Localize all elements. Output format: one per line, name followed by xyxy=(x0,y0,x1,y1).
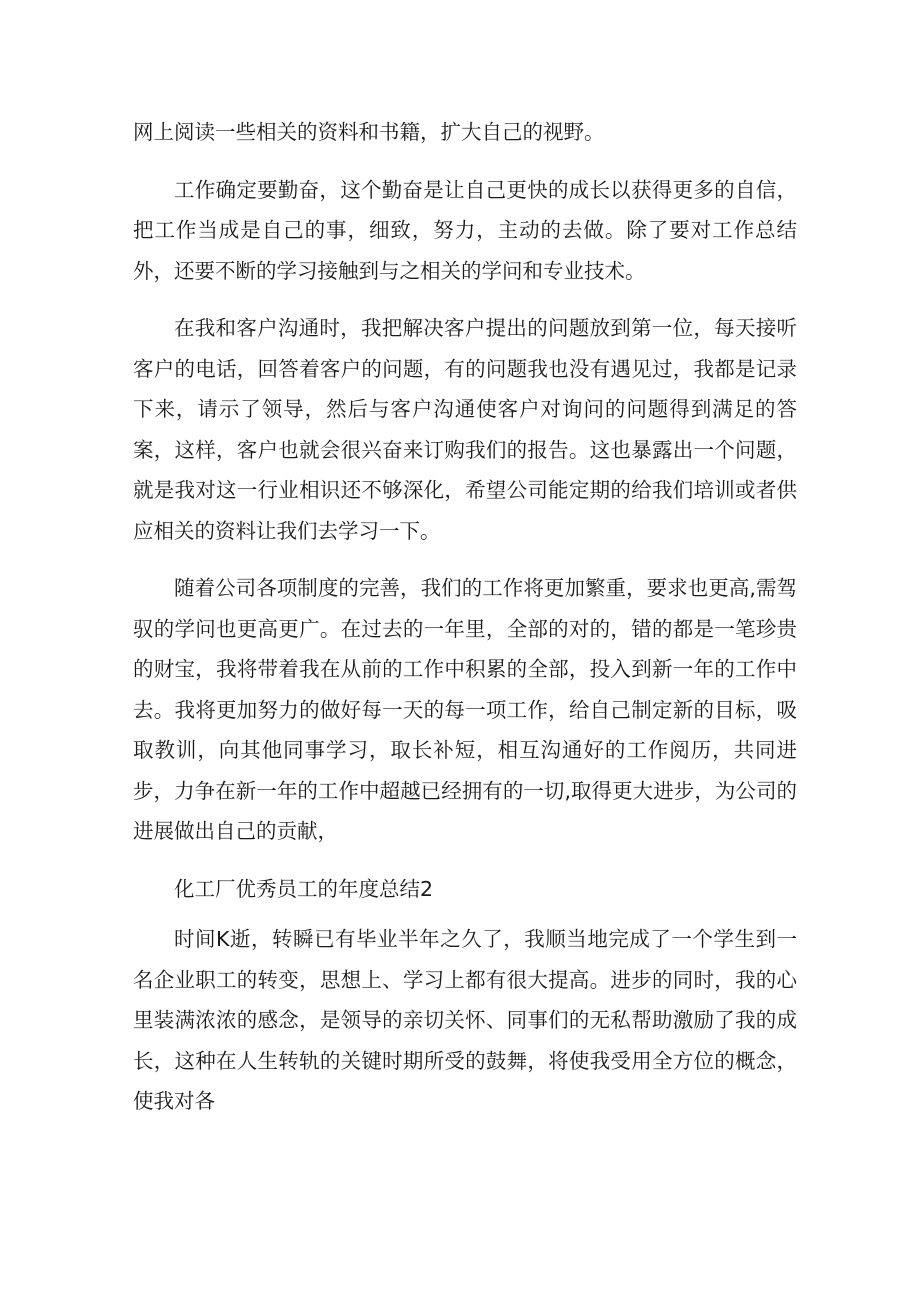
paragraph-1: 网上阅读一些相关的资料和书籍，扩大自己的视野。 xyxy=(133,120,605,144)
section-title: 化工厂优秀员工的年度总结2 xyxy=(174,876,434,901)
paragraph-2: 工作确定要勤奋，这个勤奋是让自己更快的成长以获得更多的自信，把工作当成是自己的事，细致，努力，主动的去做。除了要对工作总结外，还要不断的学习接触到与之相关的学问和专业技术。 xyxy=(133,177,797,283)
document-body xyxy=(133,112,797,1139)
paragraph-4: 随着公司各项制度的完善，我们的工作将更加繁重，要求也更高,需驾驭的学问也更高更广。在过去的一年里，全部的对的，错的都是一笔珍贵的财宝，我将带着我在从前的工作中积累的全部，投入到新一年的工作中去。我将更加努力的做好每一天的每一项工作，给自己制定新的目标，吸取教训，向其他同事学习，取长补短，相互沟通好的工作阅历，共同进步，力争在新一年的工作中超越已经拥有的一切,取得更大进步，为公司的进展做出自己的贡献， xyxy=(133,576,797,843)
paragraph-5: 时间K逝，转瞬已有毕业半年之久了，我顺当地完成了一个学生到一名企业职工的转变，思想上、学习上都有很大提高。进步的同时，我的心里装满浓浓的感念，是领导的亲切关怀、同事们的无私帮助激励了我的成长，这种在人生转轨的关键时期所受的鼓舞，将使我受用全方位的概念，使我对各 xyxy=(133,927,797,1113)
paragraph-3: 在我和客户沟通时，我把解决客户提出的问题放到第一位，每天接听客户的电话，回答着客户的问题，有的问题我也没有遇见过，我都是记录下来，请示了领导，然后与客户沟通使客户对询问的问题得到满足的答案，这样，客户也就会很兴奋来订购我们的报告。这也暴露出一个问题，就是我对这一行业相识还不够深化，希望公司能定期的给我们培训或者供应相关的资料让我们去学习一下。 xyxy=(133,316,797,543)
